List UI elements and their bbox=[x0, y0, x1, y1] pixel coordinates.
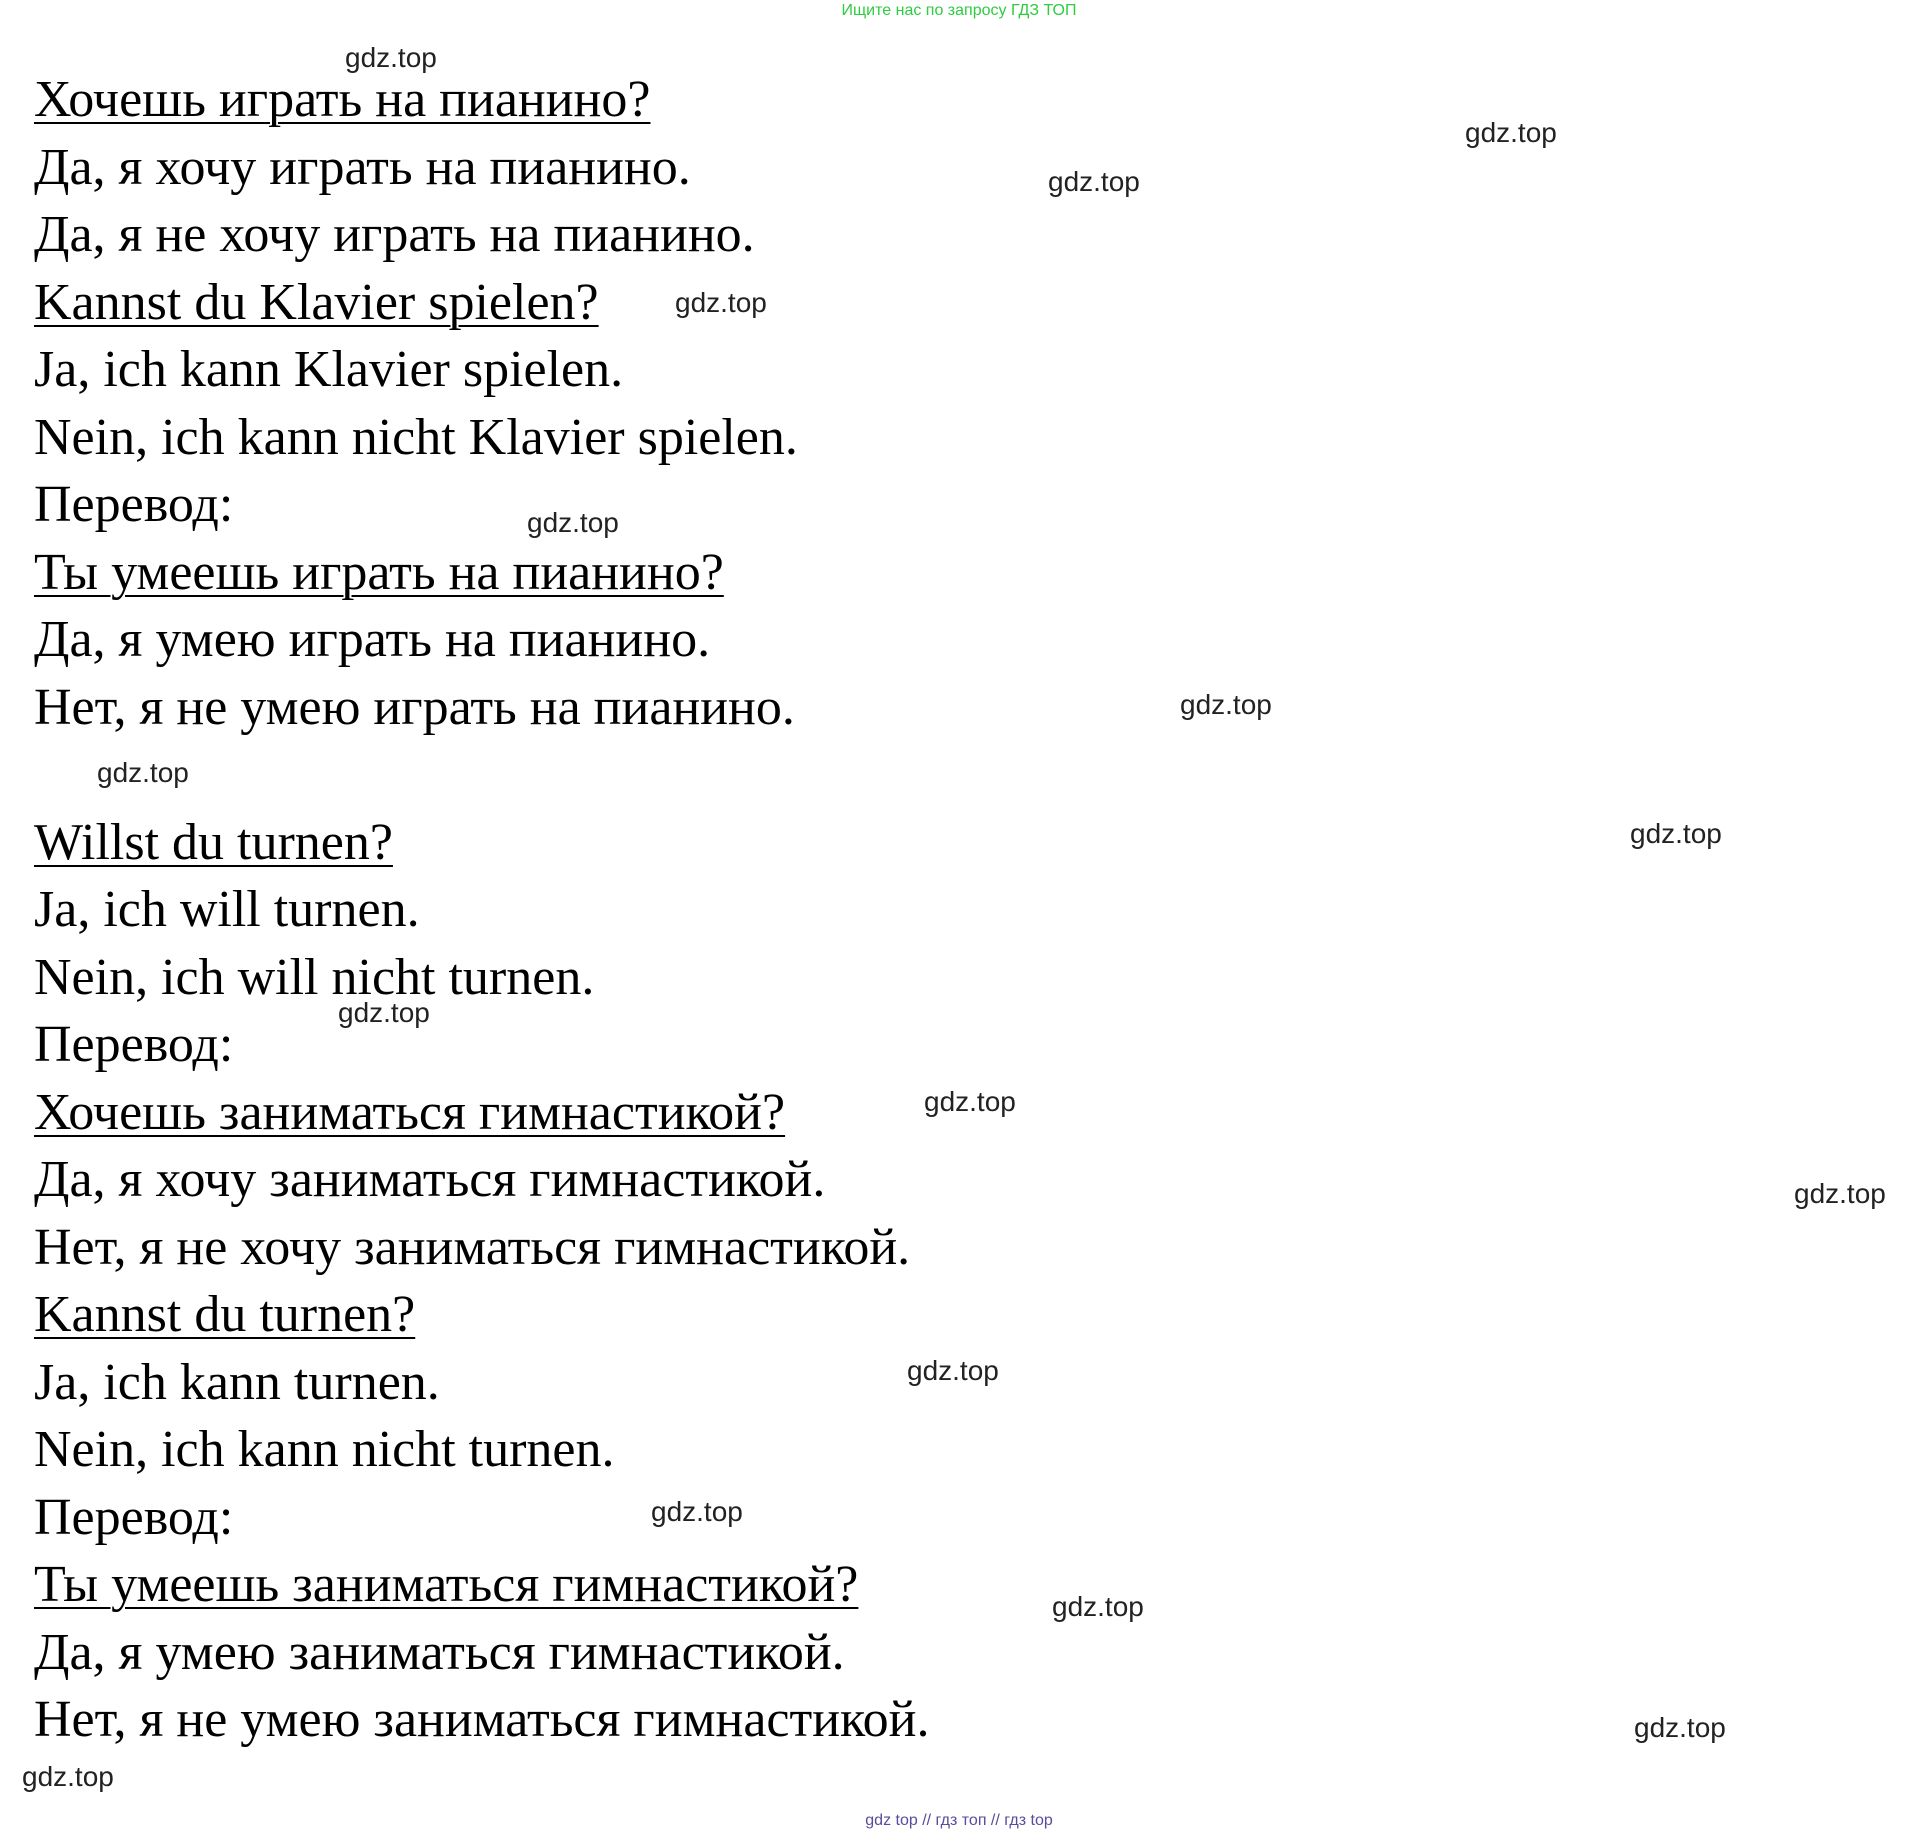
question-line: Willst du turnen? bbox=[34, 813, 393, 871]
watermark: gdz.top bbox=[527, 507, 619, 538]
question-line: Хочешь играть на пианино? bbox=[34, 71, 651, 128]
watermark: gdz.top bbox=[1794, 1178, 1886, 1209]
footer-links: gdz top // гдз топ // гдз top bbox=[865, 1812, 1053, 1829]
watermark: gdz.top bbox=[675, 287, 767, 318]
answer-line: Нет, я не умею играть на пианино. bbox=[34, 678, 795, 736]
watermark: gdz.top bbox=[1630, 818, 1722, 849]
watermark: gdz.top bbox=[1634, 1712, 1726, 1743]
translation-label: Перевод: bbox=[34, 476, 234, 533]
answer-line: Ja, ich kann turnen. bbox=[34, 1353, 440, 1411]
answer-line: Да, я хочу заниматься гимнастикой. bbox=[34, 1151, 826, 1208]
answer-line: Ja, ich kann Klavier spielen. bbox=[34, 341, 624, 398]
watermark: gdz.top bbox=[1048, 166, 1140, 197]
answer-line: Да, я умею заниматься гимнастикой. bbox=[34, 1623, 845, 1681]
watermark: gdz.top bbox=[1180, 689, 1272, 720]
answer-line: Нет, я не умею заниматься гимнастикой. bbox=[34, 1691, 930, 1748]
answer-line: Ja, ich will turnen. bbox=[34, 881, 420, 938]
top-banner: Ищите нас по запросу ГДЗ ТОП bbox=[841, 2, 1077, 19]
question-line: Ты умеешь заниматься гимнастикой? bbox=[34, 1556, 859, 1613]
answer-line: Nein, ich kann nicht turnen. bbox=[34, 1421, 615, 1478]
exercise-text bbox=[34, 66, 929, 1754]
answer-line: Nein, ich kann nicht Klavier spielen. bbox=[34, 408, 798, 466]
answer-line: Nein, ich will nicht turnen. bbox=[34, 948, 595, 1006]
watermark: gdz.top bbox=[1465, 117, 1557, 148]
question-line: Ты умеешь играть на пианино? bbox=[34, 543, 724, 601]
watermark: gdz.top bbox=[22, 1761, 114, 1792]
watermark: gdz.top bbox=[907, 1355, 999, 1386]
watermark: gdz.top bbox=[345, 42, 437, 73]
watermark: gdz.top bbox=[338, 997, 430, 1028]
question-line: Kannst du turnen? bbox=[34, 1286, 416, 1343]
answer-line: Да, я умею играть на пианино. bbox=[34, 611, 711, 668]
watermark: gdz.top bbox=[1052, 1591, 1144, 1622]
answer-line: Нет, я не хочу заниматься гимнастикой. bbox=[34, 1218, 911, 1276]
answer-line: Да, я не хочу играть на пианино. bbox=[34, 206, 755, 263]
question-line: Kannst du Klavier spielen? bbox=[34, 273, 599, 331]
translation-label: Перевод: bbox=[34, 1016, 234, 1073]
question-line: Хочешь заниматься гимнастикой? bbox=[34, 1083, 786, 1141]
answer-line: Да, я хочу играть на пианино. bbox=[34, 138, 691, 196]
watermark: gdz.top bbox=[924, 1086, 1016, 1117]
translation-label: Перевод: bbox=[34, 1488, 234, 1546]
watermark: gdz.top bbox=[97, 757, 189, 788]
watermark: gdz.top bbox=[651, 1496, 743, 1527]
